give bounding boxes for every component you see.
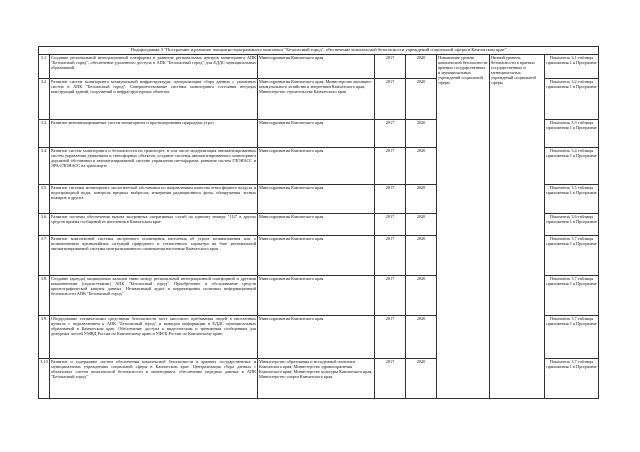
indicator: Показатель 3.7 таблицы приложения 1 к Программе — [545, 358, 599, 398]
start-year: 2017 — [375, 275, 406, 315]
measure-text: Развитие системы обеспечения вызова экстренных оперативных служб по единому номеру "112" в других средств приема сообщений от населения в Камчатском крае — [50, 213, 258, 235]
start-year: 2017 — [375, 119, 406, 147]
start-year: 2017 — [375, 358, 406, 398]
end-year: 2020 — [406, 54, 437, 78]
row-number: 3.4. — [39, 147, 50, 184]
measure-text: Развитие систем мониторинга коммунальной инфраструктуры, централизация сбора данных с указанных систем в АПК "Безопасный город". Совершенствование системы мониторинга состояния несущих конструкций зданий, сооружений и инфраструктурных объектов — [50, 78, 258, 119]
executor: Минсоцразвития Камчатского края — [258, 147, 375, 184]
measures-table — [38, 46, 599, 399]
executor: Минсоцразвития Камчатского края — [258, 213, 375, 235]
end-year: 2020 — [406, 275, 437, 315]
row-number: 3.5. — [39, 184, 50, 213]
subprogram-header-row — [39, 47, 599, 55]
row-number: 3.3. — [39, 119, 50, 147]
start-year: 2017 — [375, 147, 406, 184]
executor: Минсоцразвития Камчатского края — [258, 54, 375, 78]
row-number: 3.1. — [39, 54, 50, 78]
executor: Минсоцразвития Камчатского края — [258, 119, 375, 147]
start-year: 2017 — [375, 235, 406, 275]
executor: Министерство образования и молодежной политики Камчатского края; Министерство здравоохранения Камчатского края; Министерство культуры Камчатского края; Министерство спорта Камчатского края — [258, 358, 375, 398]
document-page — [38, 46, 598, 399]
measure-text: Развитие систем мониторинга и безопасности на транспорте, в том числе модернизация автоматизированных систем управления движением и светофорных объектов, создание системы автоматизированного мониторинга дорожной обстановки в автоматизированной системе управления светофорами, развитие систем ГЛОНАСС и ЭРА-ГЛОНАСС на транспорте — [50, 147, 258, 184]
executor: Минсоцразвития Камчатского края — [258, 275, 375, 315]
consequence: Низкий уровень безопасности в краевых государственных и муниципальных учреждений социальной сферы — [490, 54, 545, 398]
start-year: 2017 — [375, 213, 406, 235]
start-year: 2017 — [375, 315, 406, 358]
expected-result: Повышение уровня комплексной безопасности краевых государственных и муниципальных учреждений социальной сферы — [437, 54, 490, 398]
indicator: Показатель 3.7 таблицы приложения 1 к Программе — [545, 235, 599, 275]
indicator: Показатель 3.1 таблицы приложения 1 к Программе — [545, 54, 599, 78]
measure-text: Развитие и содержание систем обеспечения комплексной безопасности в краевых государственных и муниципальных учреждениях социальной сферы в Камчатском крае. Централизация сбора данных с объектовых систем комплексной безопасности и мониторинга, обеспечение передачи данных в АПК "Безопасный город" — [50, 358, 258, 398]
measure-text: Оборудование техническими средствами безопасности мест массового пребывания людей в населенных пунктах с подключением к АПК "Безопасный город" и выводом информации в ЕДДС муниципальных образований в Камчатском крае. Обеспечение доступа к видеопотокам и тревожным сообщениям для дежурных частей УМВД России по Камчатскому краю и УФСБ России по Камчатскому краю — [50, 315, 258, 358]
start-year: 2017 — [375, 54, 406, 78]
executor: Минсоцразвития Камчатского края — [258, 315, 375, 358]
start-year: 2017 — [375, 78, 406, 119]
table-row — [39, 54, 599, 78]
measure-text: Развитие автоматизированных систем мониторинга и прогнозирования природных угроз — [50, 119, 258, 147]
row-number: 3.8. — [39, 275, 50, 315]
indicator: Показатель 3.7 таблицы приложения 1 к Программе — [545, 275, 599, 315]
measure-text: Создание региональной интеграционной платформы и развитие региональных центров мониторинга АПК "Безопасный город", обеспечение удаленного доступа к АПК "Безопасный город" для ЕДДС муниципальных образований — [50, 54, 258, 78]
end-year: 2020 — [406, 184, 437, 213]
indicator: Показатель 3.2 таблицы приложения 1 к Программе — [545, 78, 599, 119]
end-year: 2020 — [406, 235, 437, 275]
end-year: 2020 — [406, 147, 437, 184]
end-year: 2020 — [406, 78, 437, 119]
indicator: Показатель 3.7 таблицы приложения 1 к Программе — [545, 315, 599, 358]
executor: Минсоцразвития Камчатского края — [258, 184, 375, 213]
indicator: Показатель 3.3 таблицы приложения 1 к Программе — [545, 119, 599, 147]
executor: Минсоцразвития Камчатского края — [258, 235, 375, 275]
indicator: Показатель 3.5 таблицы приложения 1 к Программе — [545, 184, 599, 213]
measure-text: Развитие системы мониторинга экологической обстановки по направлениям качества атмосферного воздуха и водопроводной воды, контроля вредных выбросов, измерения радиационного фона, обнаружения лесных пожаров и других — [50, 184, 258, 213]
row-number: 3.2. — [39, 78, 50, 119]
row-number: 3.6. — [39, 213, 50, 235]
indicator: Показатель 3.6 таблицы приложения 1 к Программе — [545, 213, 599, 235]
subprogram-header: Подпрограмма 3 "Построение и развитие аппаратно-программного комплекса "Безопасный город", обеспечение комплексной безопасности учреждений социальной сферы в Камчатском крае" — [39, 47, 599, 55]
executor: Минсоцразвития Камчатского края; Министерство жилищно-коммунального хозяйства и энергетики Камчатского края; Министерство строительства Камчатского края — [258, 78, 375, 119]
start-year: 2017 — [375, 184, 406, 213]
row-number: 3.10. — [39, 358, 50, 398]
row-number: 3.9. — [39, 315, 50, 358]
measure-text: Развитие комплексной системы экстренного оповещения населения об угрозе возникновения или о возникновении чрезвычайных ситуаций природного и техногенного характера на базе региональной автоматизированной системы централизованного оповещения населения Камчатского края — [50, 235, 258, 275]
measure-text: Создание (аренда) защищенных каналов связи между региональной интеграционной платформой и другими компонентами (подсистемами) АПК "Безопасный город". Приобретение и обслуживание средств криптографической защиты данных. Независимый аудит и корректировка политики информационной безопасности АПК "Безопасный город" — [50, 275, 258, 315]
end-year: 2020 — [406, 315, 437, 358]
end-year: 2020 — [406, 213, 437, 235]
row-number: 3.7. — [39, 235, 50, 275]
end-year: 2020 — [406, 358, 437, 398]
end-year: 2020 — [406, 119, 437, 147]
indicator: Показатель 3.4 таблицы приложения 1 к Программе — [545, 147, 599, 184]
